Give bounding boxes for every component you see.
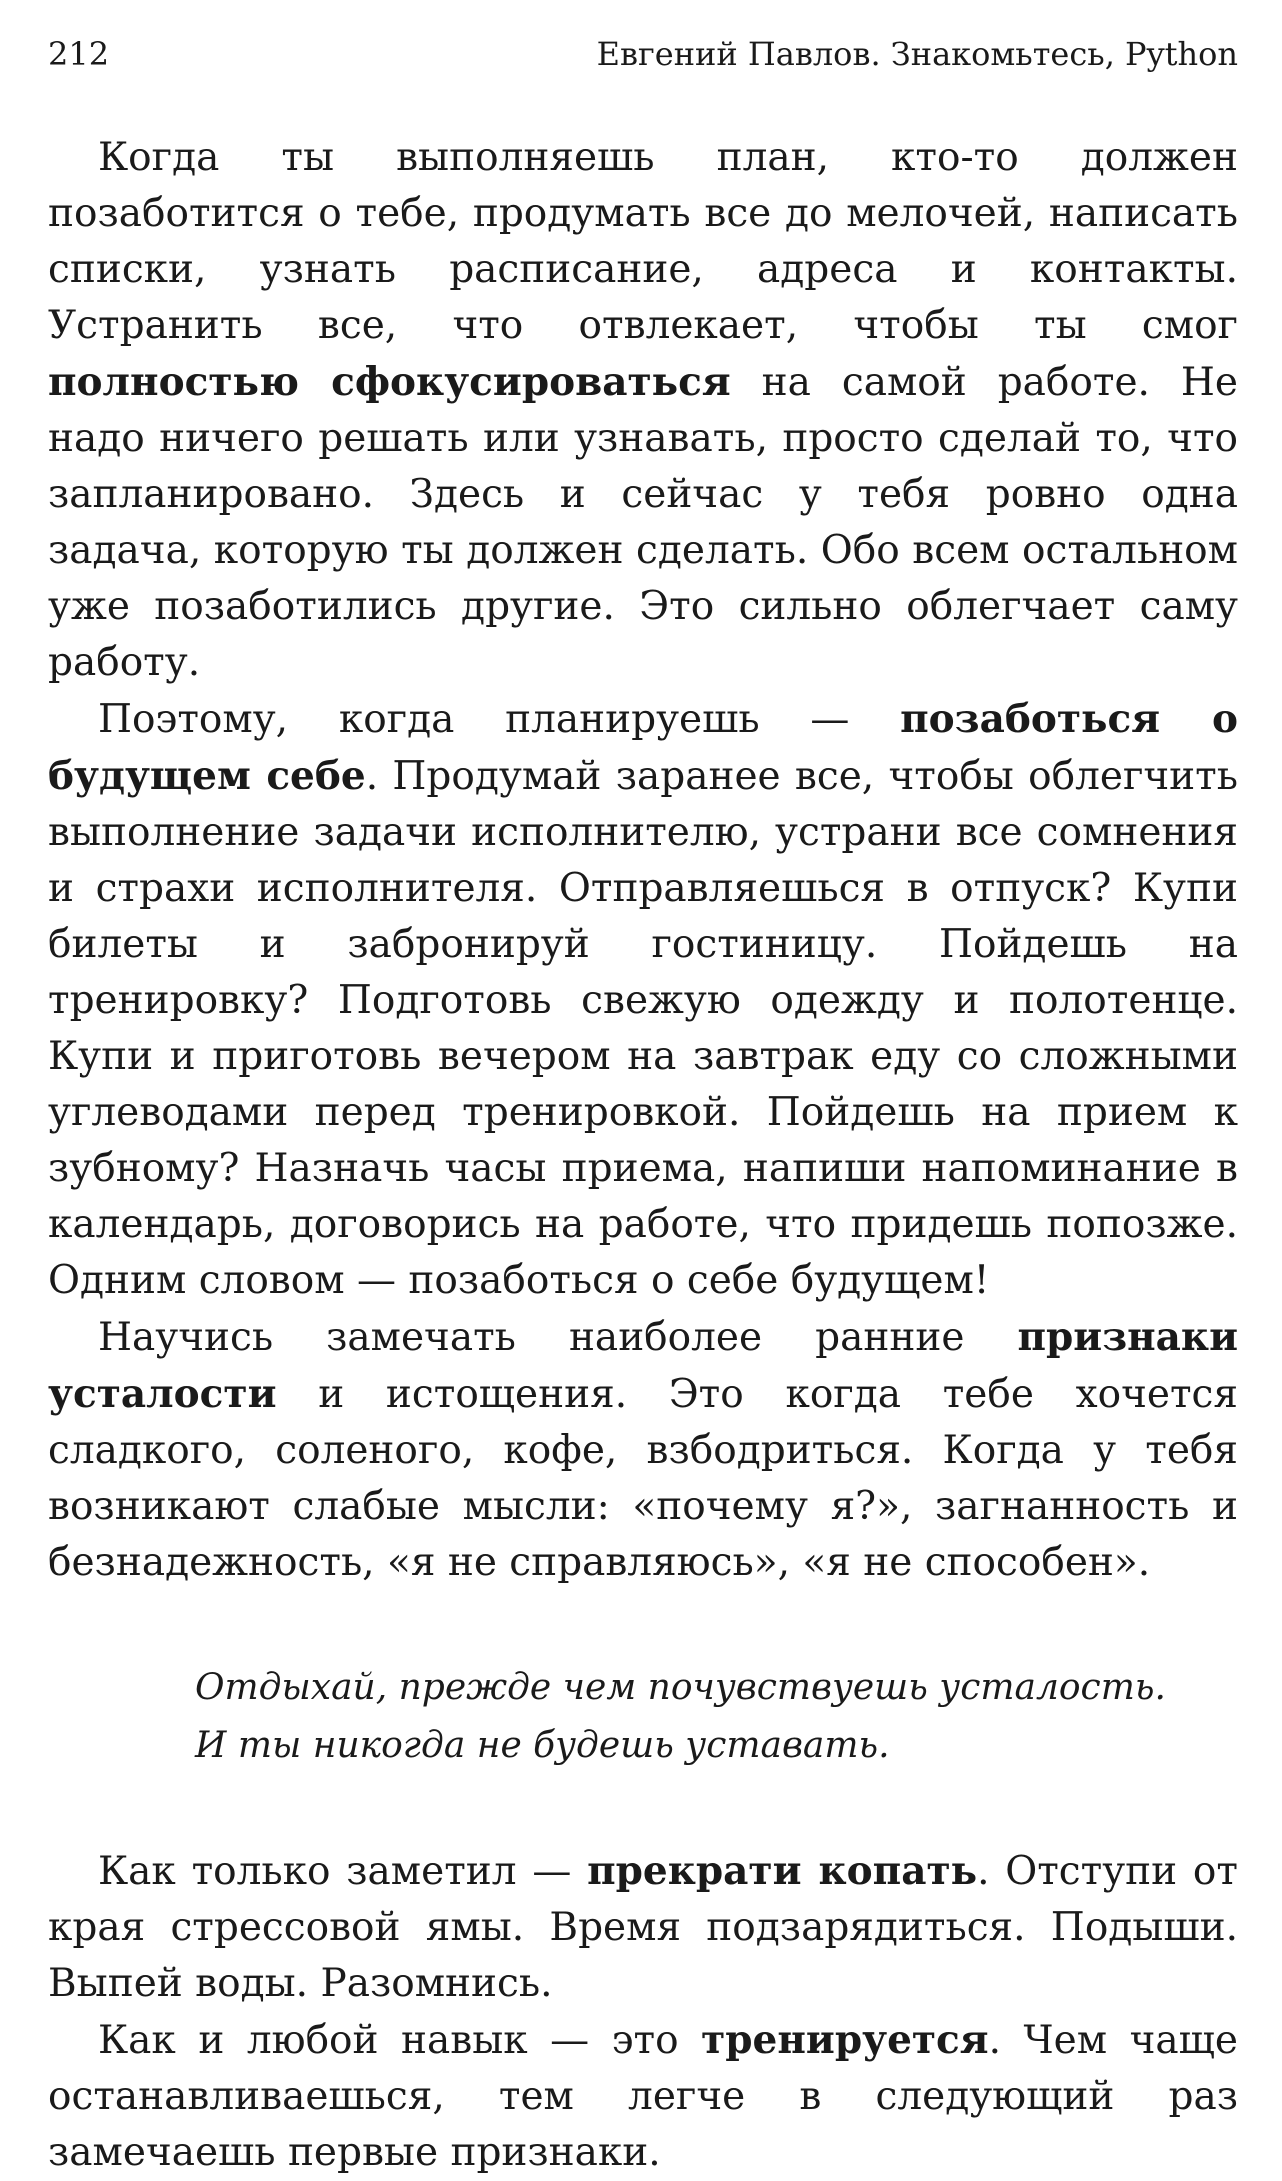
text-run: Когда ты выполняешь план, кто-то должен позаботится о тебе, продумать все до мелочей, написать списки, узнать расписание, адреса и контакты. Устранить все, что отвлекает, чтобы ты смог xyxy=(48,135,1238,348)
emphasis: признаки усталости xyxy=(48,1314,1238,1417)
emphasis: тренируется xyxy=(701,2017,989,2063)
body-text xyxy=(48,130,1238,2181)
running-header xyxy=(48,30,1238,78)
running-title: Евгений Павлов. Знакомьтесь, Python xyxy=(596,35,1238,73)
emphasis: прекрати копать xyxy=(587,1848,978,1894)
epigraph-line: Отдыхай, прежде чем почувствуешь усталость. xyxy=(195,1667,1166,1708)
paragraph xyxy=(48,691,1238,1309)
page-number: 212 xyxy=(48,35,110,73)
epigraph-line: И ты никогда не будешь уставать. xyxy=(195,1725,890,1766)
text-run: Как и любой навык — это xyxy=(98,2018,702,2063)
text-run: на самой работе. Не надо ничего решать или узнавать, просто сделай то, что запланировано. Здесь и сейчас у тебя ровно одна задача, которую ты должен сделать. Обо всем остальном уже позаботились другие. Это сильно облегчает саму работу. xyxy=(48,360,1238,685)
text-run: Поэтому, когда планируешь — xyxy=(98,697,901,742)
epigraph xyxy=(195,1659,1238,1775)
text-run: . Продумай заранее все, чтобы облегчить выполнение задачи исполнителю, устрани все сомнения и страхи исполнителя. Отправляешься в отпуск? Купи билеты и забронируй гостиницу. Пойдешь на тренировку? Подготовь свежую одежду и полотенце. Купи и приготовь вечером на завтрак еду со сложными углеводами перед тренировкой. Пойдешь на прием к зубному? Назначь часы приема, напиши напоминание в календарь, договорись на работе, что придешь попозже. Одним словом — позаботься о себе будущем! xyxy=(48,754,1238,1303)
text-run: Как только заметил — xyxy=(98,1849,588,1894)
text-run: и истощения. Это когда тебе хочется сладкого, соленого, кофе, взбодриться. Когда у тебя возникают слабые мысли: «почему я?», загнанность и безнадежность, «я не справляюсь», «я не способен». xyxy=(48,1372,1238,1585)
text-run: Научись замечать наиболее ранние xyxy=(98,1315,1018,1360)
paragraph xyxy=(48,1309,1238,1591)
emphasis: полностью сфокусироваться xyxy=(48,359,731,405)
paragraph xyxy=(48,1843,1238,2012)
emphasis: позаботься о будущем себе xyxy=(48,696,1239,799)
book-page xyxy=(48,0,1239,2175)
paragraph xyxy=(48,130,1238,691)
text-run: . Чем чаще останавливаешься, тем легче в следующий раз замечаешь первые признаки. xyxy=(48,2018,1238,2175)
text-run: . Отступи от края стрессовой ямы. Время подзарядиться. Подыши. Выпей воды. Разомнись. xyxy=(48,1849,1238,2006)
paragraph xyxy=(48,2012,1238,2181)
